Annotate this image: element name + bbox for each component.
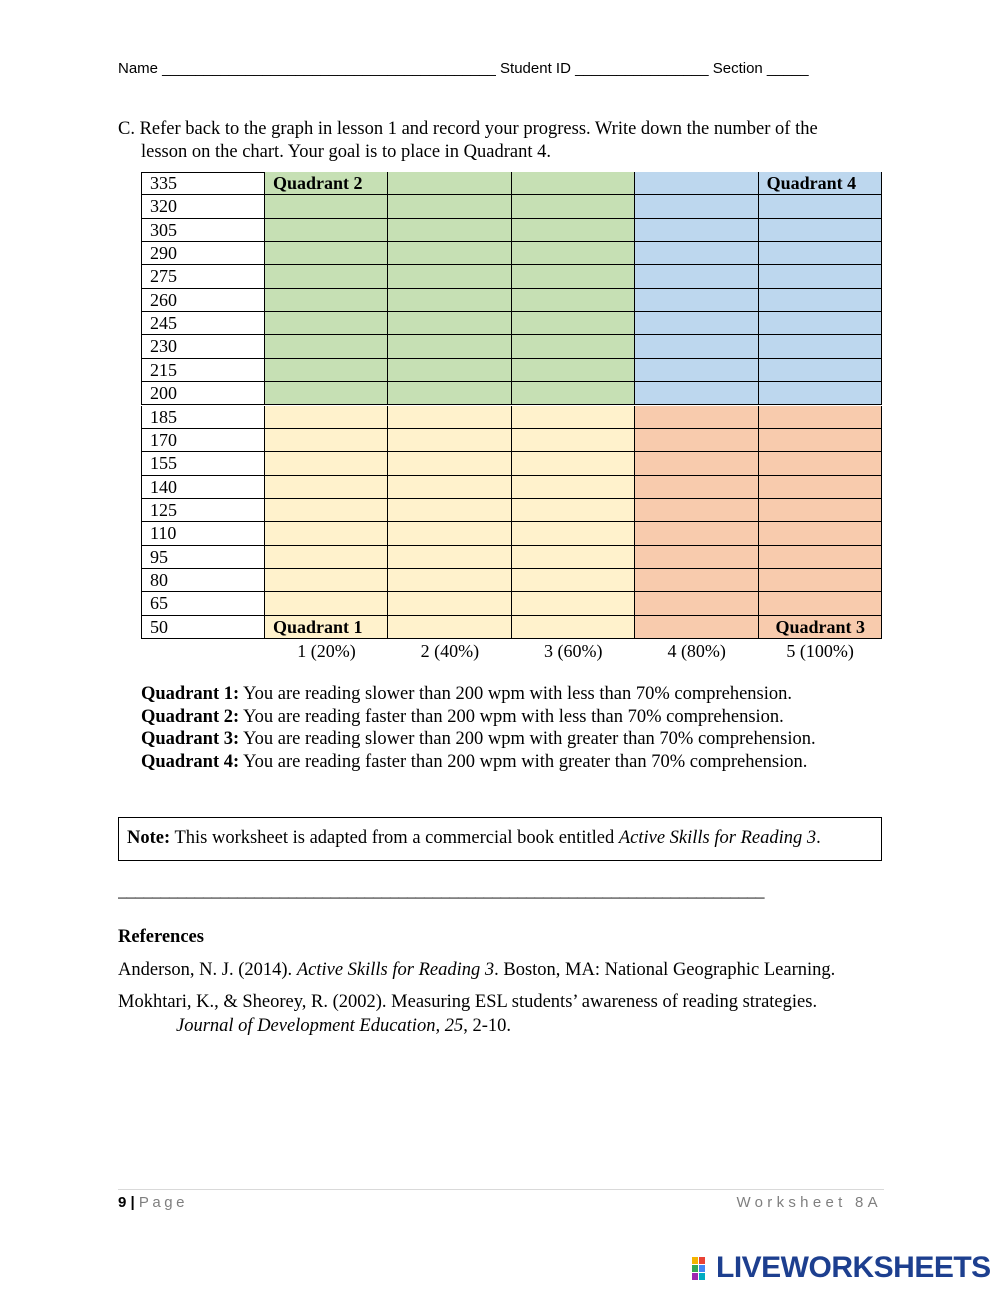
x-axis-label: 5 (100%) <box>786 641 854 661</box>
chart-cell-q4[interactable] <box>635 289 758 312</box>
chart-cell-q2[interactable] <box>512 172 635 195</box>
y-axis-label: 125 <box>141 499 265 522</box>
chart-cell-q1[interactable] <box>512 616 635 639</box>
chart-cell-q4[interactable] <box>635 265 758 288</box>
chart-cell-q4[interactable] <box>759 219 882 242</box>
chart-row <box>141 335 882 358</box>
chart-row <box>141 265 882 288</box>
chart-row <box>141 195 882 218</box>
chart-cell-q2[interactable] <box>265 359 388 382</box>
chart-cell-q1[interactable] <box>388 429 511 452</box>
chart-cell-q1[interactable] <box>265 569 388 592</box>
chart-cell-q2[interactable] <box>265 195 388 218</box>
x-axis-label: 4 (80%) <box>667 641 726 661</box>
chart-cell-q2[interactable] <box>512 289 635 312</box>
chart-cell-q4[interactable] <box>635 359 758 382</box>
chart-cell-q2[interactable] <box>265 219 388 242</box>
divider-line: ____________________________________________________________________________ <box>118 880 764 900</box>
worksheet-label: Worksheet 8A <box>736 1194 882 1211</box>
chart-cell-q2[interactable] <box>512 265 635 288</box>
chart-cell-q4[interactable] <box>759 242 882 265</box>
chart-cell-q2[interactable] <box>512 195 635 218</box>
chart-cell-q4[interactable] <box>759 289 882 312</box>
chart-cell-q1[interactable] <box>388 476 511 499</box>
x-axis-label: 2 (40%) <box>420 641 480 661</box>
chart-row <box>141 219 882 242</box>
chart-cell-q1[interactable] <box>388 546 511 569</box>
reference-1: Anderson, N. J. (2014). Active Skills for Reading 3. Boston, MA: National Geographic Learning. <box>118 960 836 980</box>
chart-row <box>141 592 882 615</box>
chart-cell-q4[interactable] <box>635 382 758 405</box>
chart-cell-q3[interactable] <box>635 569 758 592</box>
y-axis-label: 80 <box>141 569 265 592</box>
chart-row <box>141 569 882 592</box>
chart-cell-q1[interactable] <box>265 522 388 545</box>
chart-row <box>141 522 882 545</box>
book-title: Active Skills for Reading 3 <box>618 828 817 848</box>
chart-cell-q3[interactable] <box>759 499 882 522</box>
logo-text: LIVEWORKSHEETS <box>716 1251 991 1284</box>
chart-cell-q3[interactable] <box>635 429 758 452</box>
chart-cell-q2[interactable] <box>388 195 511 218</box>
chart-cell-q2[interactable] <box>388 219 511 242</box>
chart-cell-q3[interactable] <box>759 476 882 499</box>
chart-cell-q4[interactable] <box>759 312 882 335</box>
chart-cell-q3[interactable] <box>759 569 882 592</box>
y-axis-label: 50 <box>141 616 265 639</box>
chart-cell-q3[interactable] <box>635 452 758 475</box>
y-axis-label: 155 <box>141 452 265 475</box>
chart-cell-q1[interactable] <box>512 429 635 452</box>
chart-cell-q2[interactable] <box>388 265 511 288</box>
chart-cell-q1[interactable] <box>512 522 635 545</box>
chart-cell-q2[interactable] <box>265 242 388 265</box>
chart-cell-q2[interactable] <box>265 289 388 312</box>
chart-row <box>141 616 882 639</box>
chart-cell-q3[interactable] <box>759 406 882 429</box>
chart-cell-q4[interactable] <box>635 172 758 195</box>
chart-cell-q1[interactable] <box>265 476 388 499</box>
chart-cell-q3[interactable] <box>759 546 882 569</box>
legend-item-q4: Quadrant 4: You are reading faster than 200 wpm with greater than 70% comprehension. <box>141 752 808 773</box>
chart-cell-q2[interactable] <box>512 242 635 265</box>
chart-cell-q4[interactable] <box>635 242 758 265</box>
y-axis-label: 140 <box>141 476 265 499</box>
references-heading: References <box>118 927 204 947</box>
y-axis-label: 170 <box>141 429 265 452</box>
chart-cell-q1[interactable] <box>388 592 511 615</box>
page-number: 9 | Page <box>118 1194 188 1211</box>
chart-cell-q4[interactable] <box>759 359 882 382</box>
chart-cell-q4[interactable] <box>759 265 882 288</box>
chart-cell-q1[interactable] <box>512 546 635 569</box>
instructions-line-1: C. Refer back to the graph in lesson 1 and record your progress. Write down the number of the <box>118 119 818 139</box>
chart-cell-q2[interactable] <box>512 335 635 358</box>
chart-cell-q3[interactable] <box>759 429 882 452</box>
chart-cell-q2[interactable] <box>388 242 511 265</box>
quadrant-2-label[interactable]: Quadrant 2 <box>265 172 388 195</box>
chart-cell-q2[interactable] <box>512 359 635 382</box>
x-axis-label: 3 (60%) <box>544 641 603 661</box>
note-label: Note: <box>127 828 171 848</box>
chart-row <box>141 172 882 195</box>
chart-cell-q4[interactable] <box>635 219 758 242</box>
y-axis-label: 65 <box>141 592 265 615</box>
chart-row <box>141 359 882 382</box>
chart-cell-q1[interactable] <box>265 546 388 569</box>
chart-cell-q1[interactable] <box>512 476 635 499</box>
chart-row <box>141 382 882 405</box>
instructions <box>118 118 888 164</box>
chart-cell-q3[interactable] <box>759 592 882 615</box>
quadrant-1-label[interactable]: Quadrant 1 <box>265 616 388 639</box>
chart-cell-q3[interactable] <box>635 546 758 569</box>
header-fields-text: Name ________________________________________ Student ID ________________ Section _____ <box>118 60 809 77</box>
chart-cell-q1[interactable] <box>265 429 388 452</box>
legend-item-q3: Quadrant 3: You are reading slower than 200 wpm with greater than 70% comprehension. <box>141 729 816 750</box>
chart-cell-q1[interactable] <box>265 452 388 475</box>
chart-cell-q1[interactable] <box>512 406 635 429</box>
chart-cell-q2[interactable] <box>265 265 388 288</box>
chart-cell-q2[interactable] <box>512 312 635 335</box>
chart-cell-q3[interactable] <box>759 452 882 475</box>
chart-cell-q2[interactable] <box>512 219 635 242</box>
chart-row <box>141 499 882 522</box>
chart-cell-q2[interactable] <box>388 172 511 195</box>
chart-cell-q1[interactable] <box>512 569 635 592</box>
chart-cell-q2[interactable] <box>388 382 511 405</box>
chart-cell-q4[interactable] <box>759 195 882 218</box>
chart-cell-q1[interactable] <box>388 499 511 522</box>
chart-cell-q4[interactable] <box>635 335 758 358</box>
chart-cell-q4[interactable] <box>635 195 758 218</box>
chart-row <box>141 476 882 499</box>
instructions-line-2: lesson on the chart. Your goal is to place in Quadrant 4. <box>141 142 552 162</box>
legend-item-q2: Quadrant 2: You are reading faster than 200 wpm with less than 70% comprehension. <box>141 706 784 727</box>
y-axis-label: 95 <box>141 546 265 569</box>
chart-cell-q3[interactable] <box>635 406 758 429</box>
chart-cell-q3[interactable] <box>635 499 758 522</box>
note-box: Note: This worksheet is adapted from a commercial book entitled Active Skills for Reading 3. <box>118 817 882 861</box>
chart-row <box>141 452 882 475</box>
quadrant-legend <box>141 683 901 774</box>
x-axis-label: 1 (20%) <box>297 641 356 661</box>
chart-cell-q2[interactable] <box>265 335 388 358</box>
chart-cell-q1[interactable] <box>512 452 635 475</box>
chart-cell-q1[interactable] <box>388 452 511 475</box>
chart-row <box>141 312 882 335</box>
chart-cell-q3[interactable] <box>635 592 758 615</box>
chart-cell-q1[interactable] <box>388 406 511 429</box>
chart-row <box>141 242 882 265</box>
chart-cell-q3[interactable] <box>635 476 758 499</box>
chart-row <box>141 289 882 312</box>
chart-cell-q2[interactable] <box>265 312 388 335</box>
chart-cell-q3[interactable] <box>635 616 758 639</box>
chart-cell-q1[interactable] <box>388 522 511 545</box>
quadrant-4-label[interactable]: Quadrant 4 <box>759 172 882 195</box>
chart-cell-q1[interactable] <box>265 592 388 615</box>
chart-cell-q4[interactable] <box>635 312 758 335</box>
chart-cell-q2[interactable] <box>265 382 388 405</box>
chart-row <box>141 429 882 452</box>
chart-cell-q1[interactable] <box>512 592 635 615</box>
chart-cell-q1[interactable] <box>265 499 388 522</box>
reference-2: Mokhtari, K., & Sheorey, R. (2002). Measuring ESL students’ awareness of reading strategies. Journal of Development Education, 25, 2-10. <box>118 992 818 1036</box>
y-axis-label: 185 <box>141 406 265 429</box>
student-info-header <box>118 60 898 77</box>
chart-cell-q3[interactable] <box>635 522 758 545</box>
chart-cell-q4[interactable] <box>759 382 882 405</box>
chart-cell-q1[interactable] <box>388 569 511 592</box>
y-axis-label: 305 <box>141 219 265 242</box>
logo-icon <box>692 1257 714 1281</box>
y-axis-label: 245 <box>141 312 265 335</box>
y-axis-label: 290 <box>141 242 265 265</box>
chart-row <box>141 406 882 429</box>
chart-cell-q3[interactable] <box>759 522 882 545</box>
legend-item-q1: Quadrant 1: You are reading slower than 200 wpm with less than 70% comprehension. <box>141 684 793 704</box>
chart-cell-q1[interactable] <box>265 406 388 429</box>
y-axis-label: 320 <box>141 195 265 218</box>
chart-cell-q4[interactable] <box>759 335 882 358</box>
chart-row <box>141 546 882 569</box>
chart-cell-q2[interactable] <box>388 359 511 382</box>
chart-cell-q2[interactable] <box>388 312 511 335</box>
chart-cell-q2[interactable] <box>512 382 635 405</box>
y-axis-label: 200 <box>141 382 265 405</box>
chart-cell-q1[interactable] <box>388 616 511 639</box>
y-axis-label: 110 <box>141 522 265 545</box>
y-axis-label: 275 <box>141 265 265 288</box>
y-axis-label: 260 <box>141 289 265 312</box>
footer-rule <box>118 1189 884 1190</box>
quadrant-3-label[interactable]: Quadrant 3 <box>759 616 882 639</box>
y-axis-label: 215 <box>141 359 265 382</box>
chart-cell-q1[interactable] <box>512 499 635 522</box>
progress-chart-grid <box>141 172 882 639</box>
y-axis-label: 230 <box>141 335 265 358</box>
chart-cell-q2[interactable] <box>388 335 511 358</box>
chart-cell-q2[interactable] <box>388 289 511 312</box>
y-axis-label: 335 <box>141 172 265 195</box>
